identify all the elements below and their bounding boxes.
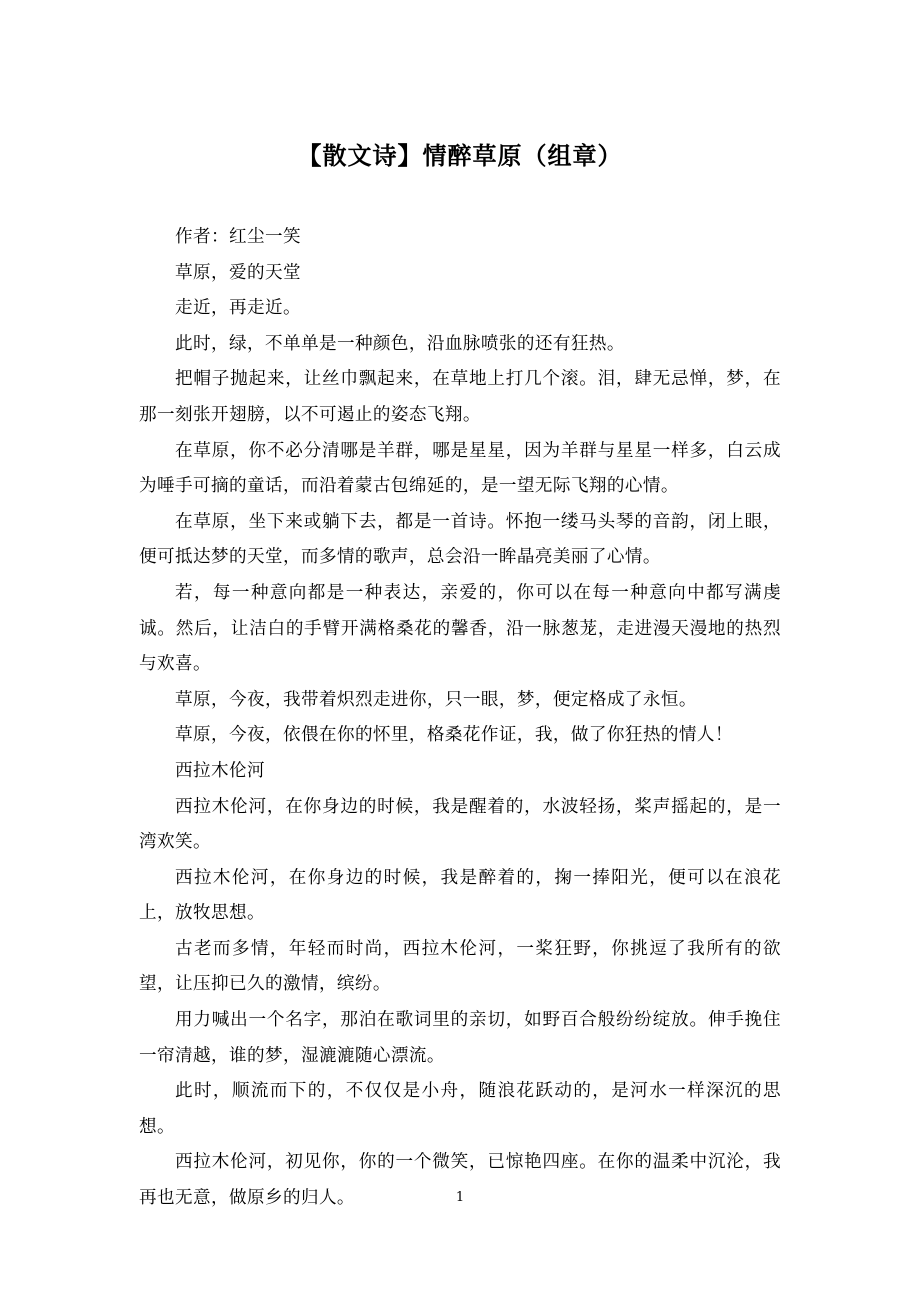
page-number: 1 — [455, 1190, 465, 1205]
paragraph: 西拉木伦河 — [175, 760, 265, 781]
paragraph: 草原，今夜，我带着炽烈走进你，只一眼，梦，便定格成了永恒。 — [175, 689, 697, 710]
paragraph: 此时，顺流而下的，不仅仅是小舟，随浪花跃动的，是河水一样深沉的思想。 — [139, 1081, 781, 1137]
document-body — [139, 220, 781, 1217]
paragraph: 西拉木伦河，在你身边的时候，我是醒着的，水波轻扬，桨声摇起的，是一湾欢笑。 — [139, 796, 781, 853]
paragraph: 草原，今夜，依偎在你的怀里，格桑花作证，我，做了你狂热的情人！ — [175, 725, 733, 746]
paragraph: 草原，爱的天堂 — [175, 262, 301, 283]
paragraph: 若，每一种意向都是一种表达，亲爱的，你可以在每一种意向中都写满虔诚。然后，让洁白的手臂开满格桑花的馨香，沿一脉葱茏，走进漫天漫地的热烈与欢喜。 — [139, 582, 781, 675]
paragraph: 走近，再走近。 — [175, 298, 301, 319]
document-title: 【散文诗】情醉草原（组章） — [297, 142, 623, 170]
paragraph: 此时，绿，不单单是一种颜色，沿血脉喷张的还有狂热。 — [175, 333, 625, 354]
paragraph: 在草原，坐下来或躺下去，都是一首诗。怀抱一缕马头琴的音韵，闭上眼，便可抵达梦的天堂，而多情的歌声，总会沿一眸晶亮美丽了心情。 — [139, 511, 781, 568]
paragraph: 西拉木伦河，在你身边的时候，我是醉着的，掬一捧阳光，便可以在浪花上，放牧思想。 — [139, 867, 781, 924]
paragraph: 在草原，你不必分清哪是羊群，哪是星星，因为羊群与星星一样多，白云成为唾手可摘的童话，而沿着蒙古包绵延的，是一望无际飞翔的心情。 — [139, 440, 781, 497]
paragraph: 把帽子抛起来，让丝巾飘起来，在草地上打几个滚。泪，肆无忌惮，梦，在那一刻张开翅膀，以不可遏止的姿态飞翔。 — [139, 369, 781, 425]
paragraph: 用力喊出一个名字，那泊在歌词里的亲切，如野百合般纷纷绽放。伸手挽住一帘清越，谁的梦，湿漉漉随心漂流。 — [139, 1010, 781, 1066]
paragraph: 西拉木伦河，初见你，你的一个微笑，已惊艳四座。在你的温柔中沉沦，我再也无意，做原乡的归人。 — [139, 1152, 781, 1209]
paragraph: 古老而多情，年轻而时尚，西拉木伦河，一桨狂野，你挑逗了我所有的欲望，让压抑已久的激情，缤纷。 — [139, 938, 781, 995]
paragraph: 作者：红尘一笑 — [175, 227, 301, 247]
